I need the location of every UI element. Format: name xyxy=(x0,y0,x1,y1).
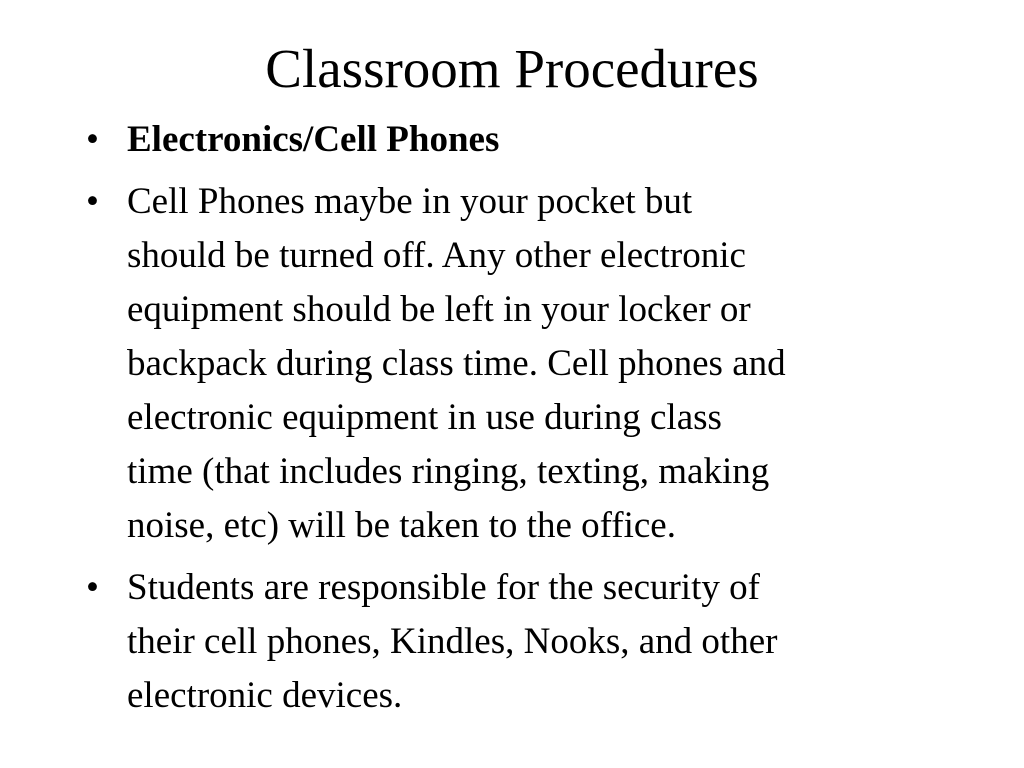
slide-title: Classroom Procedures xyxy=(265,38,759,99)
bullet-line: Students are responsible for the security of xyxy=(127,567,760,608)
bullet-item-cell-phone-policy xyxy=(86,175,966,553)
bullet-text xyxy=(127,175,966,553)
bullet-line: their cell phones, Kindles, Nooks, and other xyxy=(127,621,778,662)
bullet-marker: • xyxy=(86,181,99,222)
bullet-item-electronics xyxy=(86,113,966,167)
bullet-text xyxy=(127,561,966,723)
bullet-marker: • xyxy=(86,567,99,608)
bullet-line: Cell Phones maybe in your pocket but xyxy=(127,181,693,222)
bullet-line: electronic equipment in use during class xyxy=(127,397,722,438)
bullet-list xyxy=(86,113,966,731)
bullet-line: time (that includes ringing, texting, making xyxy=(127,451,770,492)
bullet-line: should be turned off. Any other electronic xyxy=(127,235,746,276)
bullet-line: backpack during class time. Cell phones and xyxy=(127,343,786,384)
bullet-heading-text: Electronics/Cell Phones xyxy=(127,119,500,160)
bullet-marker: • xyxy=(86,119,99,160)
bullet-item-security xyxy=(86,561,966,723)
bullet-line: noise, etc) will be taken to the office. xyxy=(127,505,676,546)
bullet-line: electronic devices. xyxy=(127,675,403,716)
bullet-line: equipment should be left in your locker or xyxy=(127,289,751,330)
